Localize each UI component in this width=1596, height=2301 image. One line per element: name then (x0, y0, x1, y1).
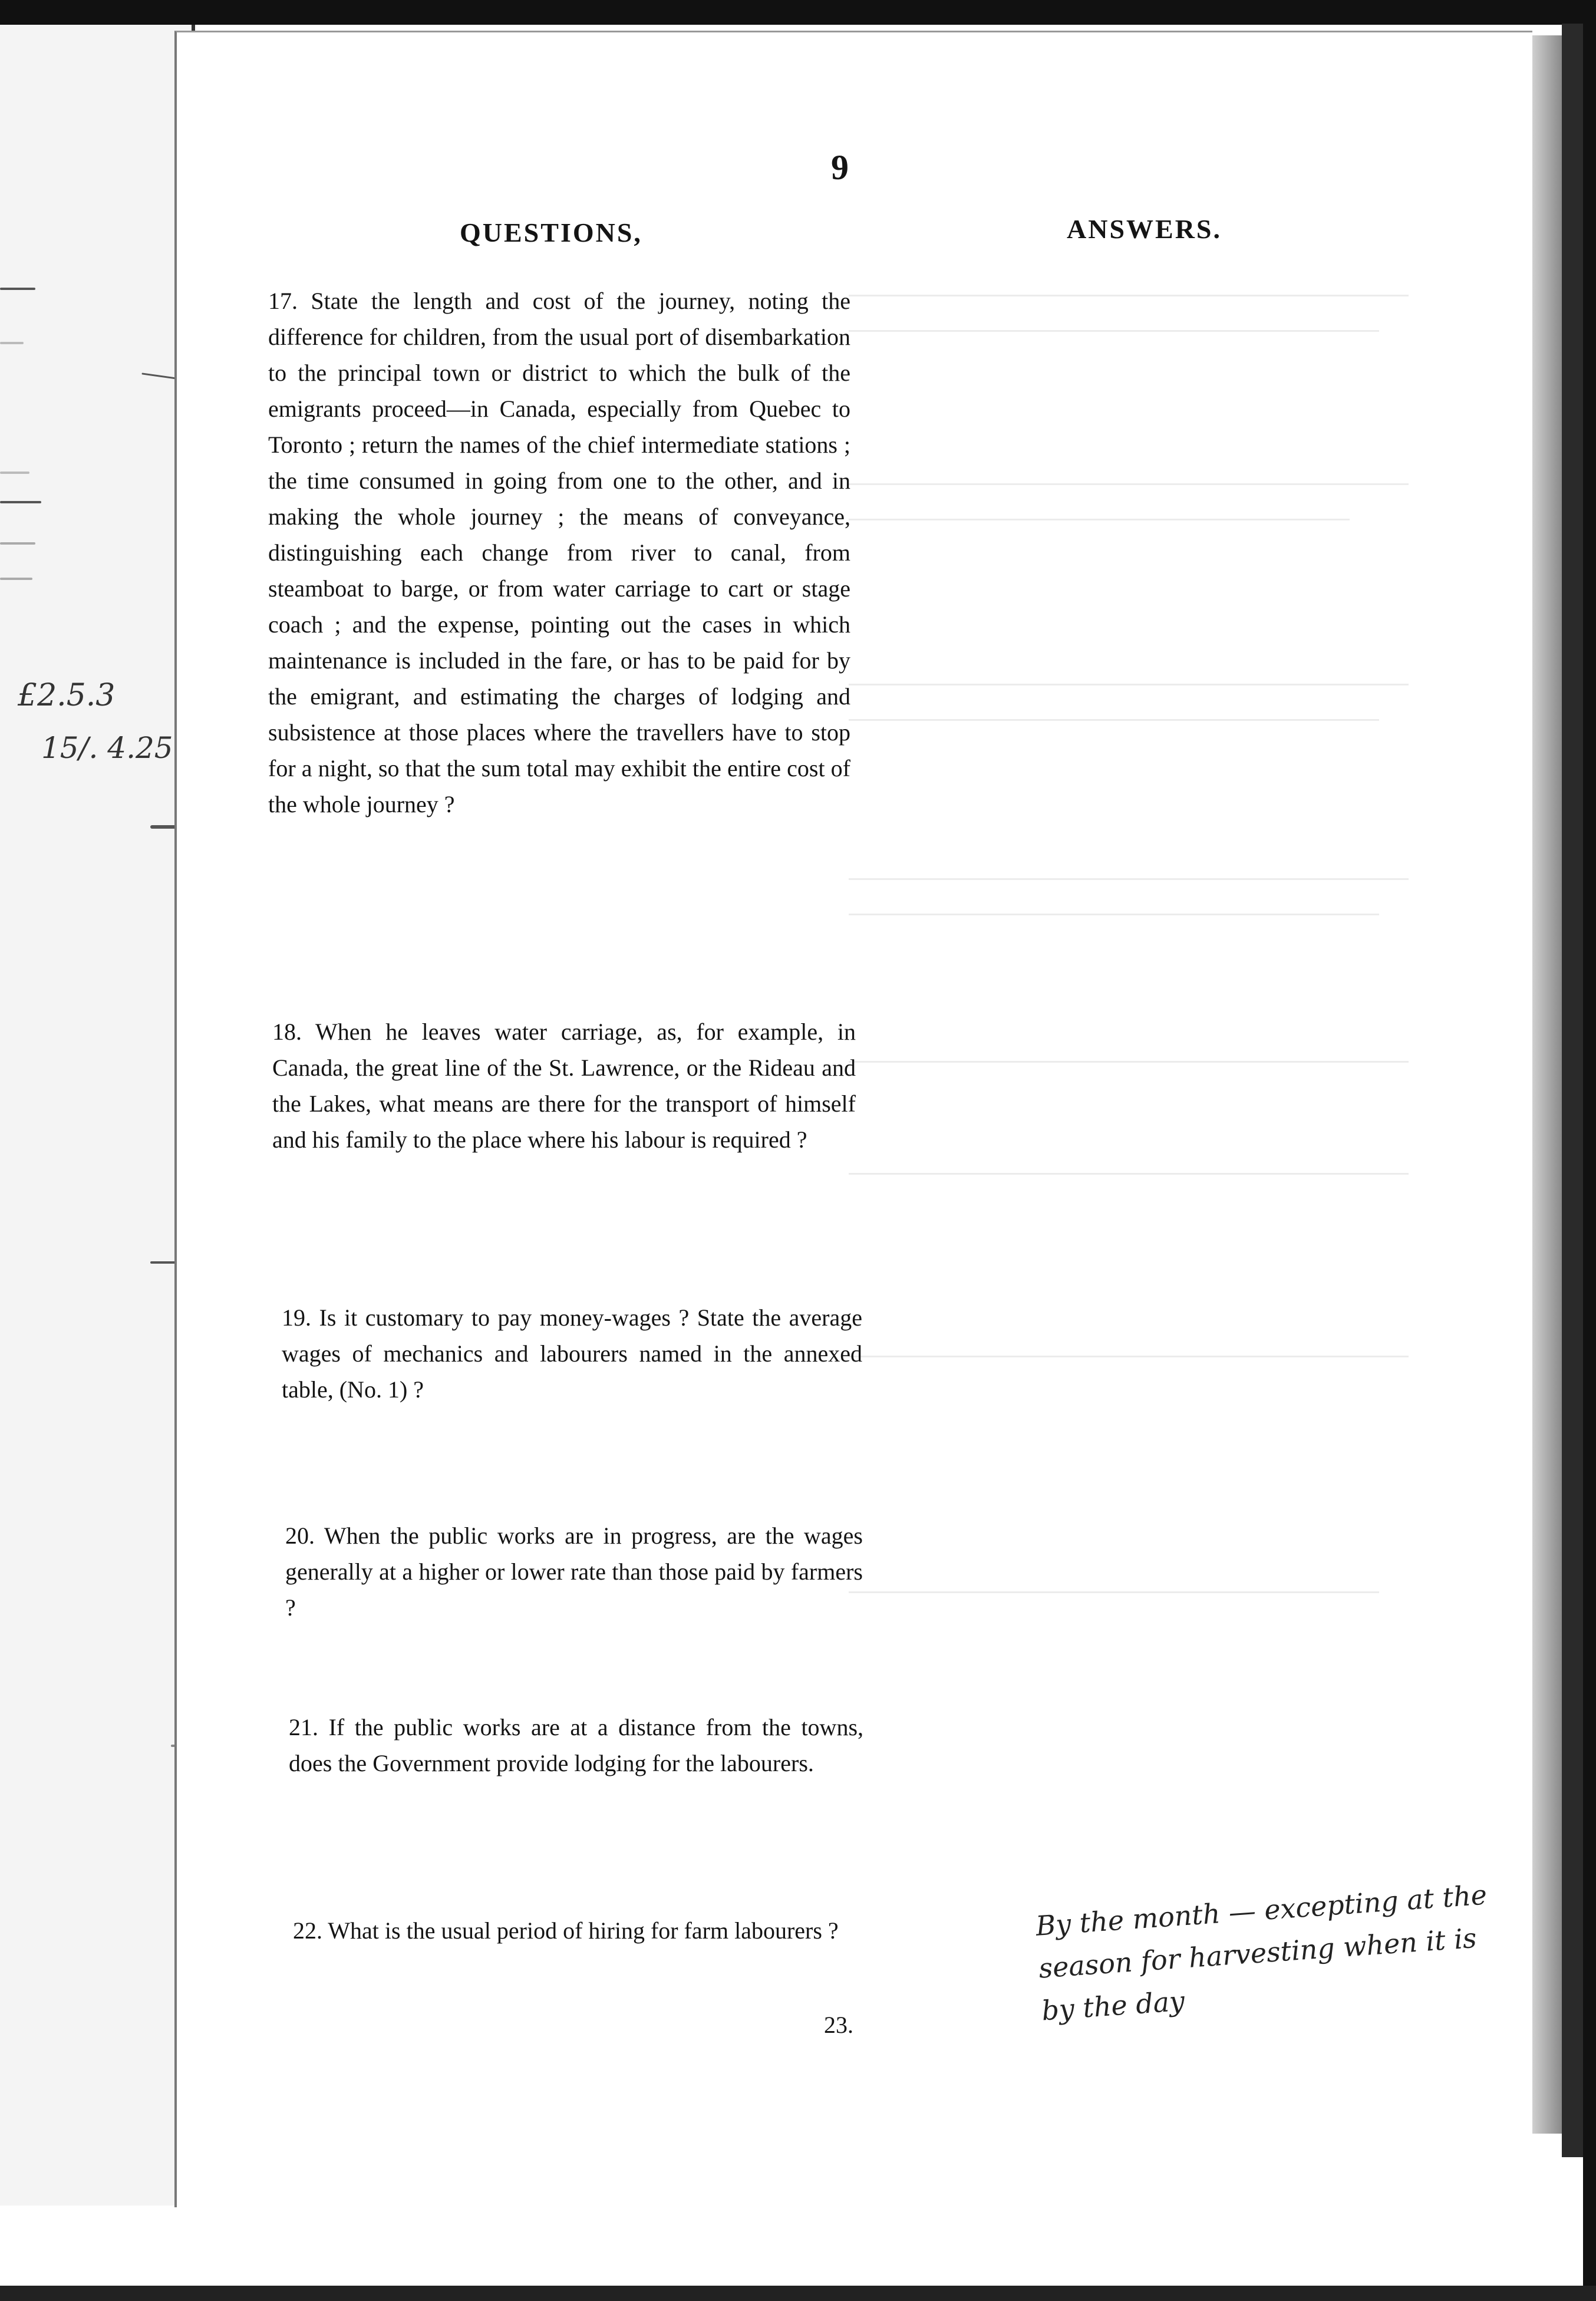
bleed-through (849, 684, 1409, 685)
question-20 (285, 1518, 863, 1626)
margin-note-bottom: 15/. 4.25 (41, 731, 173, 765)
facing-page-fragment (0, 342, 24, 344)
question-text: What is the usual period of hiring for farm labourers ? (328, 1917, 839, 1944)
question-19 (282, 1300, 862, 1407)
bleed-through (849, 719, 1379, 721)
bleed-through (849, 914, 1379, 915)
question-number: 19. (282, 1304, 311, 1331)
scan-border-top (0, 0, 1596, 25)
questions-heading: QUESTIONS, (460, 217, 642, 248)
scan-border-bottom (0, 2286, 1596, 2301)
scan-border-right (1562, 24, 1583, 2157)
question-number: 20. (285, 1522, 315, 1549)
question-number: 18. (272, 1018, 302, 1045)
bleed-through (849, 1591, 1379, 1593)
question-text: If the public works are at a distance from the towns, does the Government provide lodging for the labourers. (289, 1714, 864, 1776)
bleed-through (849, 1173, 1409, 1175)
bleed-through (849, 330, 1379, 332)
question-text: When the public works are in progress, are the wages generally at a higher or lower rate than those paid by farmers ? (285, 1522, 863, 1621)
scan-border-right-dark (1583, 0, 1596, 2301)
facing-page-fragment (0, 288, 35, 290)
page-number: 9 (831, 148, 849, 187)
question-17 (268, 283, 850, 822)
question-22 (293, 1913, 870, 1949)
page-fore-edge (1532, 35, 1562, 2134)
answers-heading: ANSWERS. (1067, 214, 1222, 244)
handwritten-answer-22: By the month — excepting at the season for harvesting when it is by the day (1034, 1878, 1488, 2027)
bleed-through (849, 878, 1409, 880)
bleed-through (849, 519, 1350, 520)
facing-page-fragment (0, 542, 35, 545)
bleed-through (849, 483, 1409, 485)
question-18 (272, 1014, 856, 1158)
question-text: Is it customary to pay money-wages ? State the average wages of mechanics and labourers named in the annexed table, (No. 1) ? (282, 1304, 862, 1403)
question-21 (289, 1709, 863, 1781)
question-number: 17. (268, 288, 298, 314)
question-number: 22. (293, 1917, 322, 1944)
question-number: 21. (289, 1714, 318, 1740)
question-text: When he leaves water carriage, as, for example, in Canada, the great line of the St. Lawrence, or the Rideau and the Lakes, what means are there for the transport of himself and his family to the place where his labour is required ? (272, 1018, 856, 1153)
facing-page-fragment (0, 578, 32, 580)
bleed-through (849, 1356, 1409, 1357)
facing-page-edge (0, 25, 195, 2206)
bleed-through (849, 1061, 1409, 1063)
facing-page-fragment (0, 472, 29, 474)
bleed-through (849, 295, 1409, 296)
facing-page-fragment (0, 501, 41, 503)
catchword: 23. (824, 2012, 853, 2038)
margin-note-top: £2.5.3 (18, 678, 116, 713)
question-text: State the length and cost of the journey, noting the difference for children, from the usual port of disembarkation to the principal town or district to which the bulk of the emigrants proceed—in Canada, especially from Quebec to Toronto ; return the names of the chief intermediate stations ; the time consumed in going from one to the other, and in making the whole journey ; the means of conveyance, distinguishing each change from river to canal, from steamboat to barge, or from water carriage to cart or stage coach ; and the expense, pointing out the cases in which maintenance is included in the fare, or has to be paid for by the emigrant, and estimating the charges of lodging and subsistence at those places where the travellers have to stop for a night, so that the sum total may exhibit the entire cost of the whole journey ? (268, 288, 851, 817)
